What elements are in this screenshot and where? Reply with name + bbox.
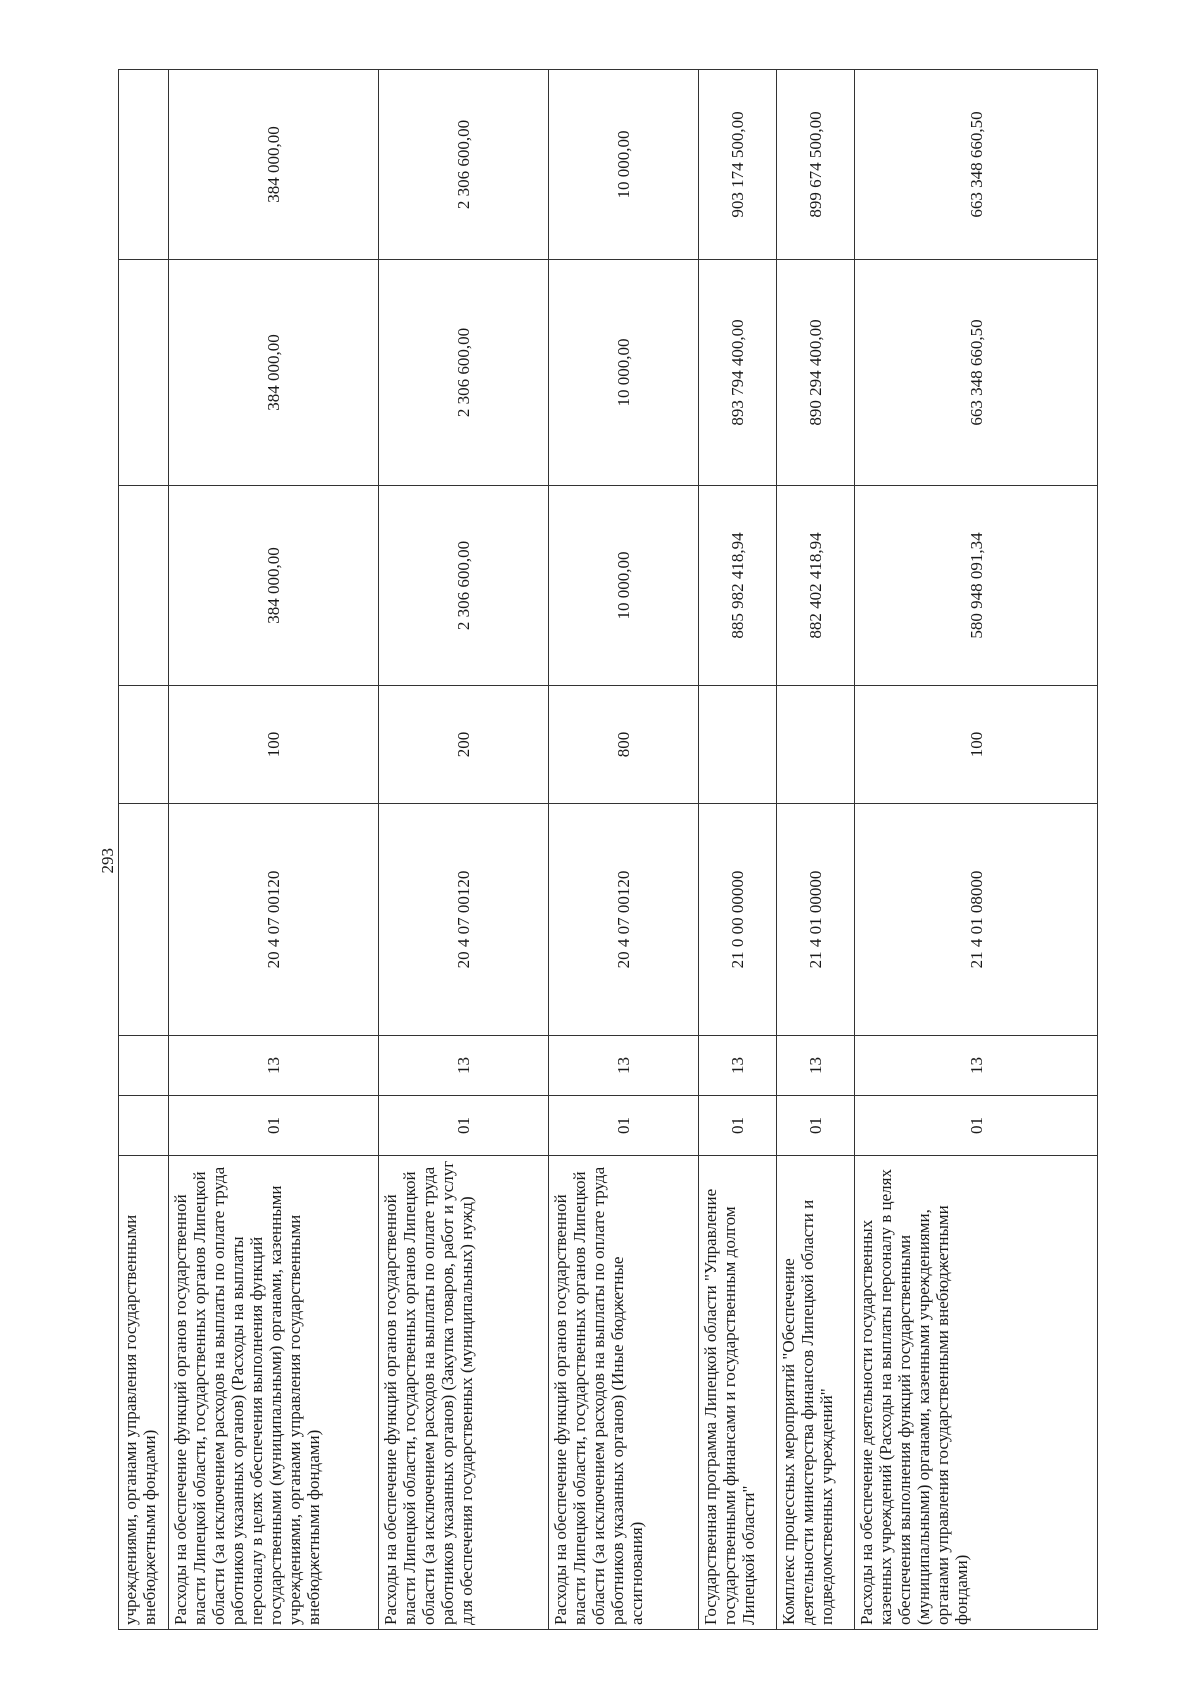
table-row [119, 70, 169, 1630]
row-year1: 2 306 600,00 [379, 486, 549, 686]
row-rz: 01 [379, 1096, 549, 1156]
row-pr: 13 [379, 1036, 549, 1096]
row-vr: 100 [855, 686, 1098, 804]
table-row [855, 70, 1098, 1630]
row-pr: 13 [855, 1036, 1098, 1096]
row-year2: 384 000,00 [169, 260, 379, 486]
row-year1: 882 402 418,94 [777, 486, 855, 686]
budget-table [118, 69, 1098, 1630]
table-row [169, 70, 379, 1630]
row-year1: 885 982 418,94 [699, 486, 777, 686]
row-vr [699, 686, 777, 804]
row-year1: 580 948 091,34 [855, 486, 1098, 686]
row-year3: 384 000,00 [169, 70, 379, 260]
row-year1 [119, 486, 169, 686]
row-rz: 01 [699, 1096, 777, 1156]
row-name: учреждениями, органами управления государственными внебюджетными фондами) [119, 1156, 169, 1630]
row-pr: 13 [549, 1036, 699, 1096]
row-year2 [119, 260, 169, 486]
table-row [777, 70, 855, 1630]
table-row [549, 70, 699, 1630]
row-year3: 10 000,00 [549, 70, 699, 260]
budget-table-container [118, 70, 1098, 1630]
row-year2: 890 294 400,00 [777, 260, 855, 486]
row-year3 [119, 70, 169, 260]
row-rz: 01 [169, 1096, 379, 1156]
row-year2: 2 306 600,00 [379, 260, 549, 486]
row-year3: 2 306 600,00 [379, 70, 549, 260]
row-csr: 21 4 01 00000 [777, 804, 855, 1036]
row-pr: 13 [699, 1036, 777, 1096]
table-row [699, 70, 777, 1630]
row-rz: 01 [777, 1096, 855, 1156]
row-year2: 10 000,00 [549, 260, 699, 486]
row-year3: 663 348 660,50 [855, 70, 1098, 260]
row-vr [119, 686, 169, 804]
row-pr: 13 [169, 1036, 379, 1096]
row-year3: 903 174 500,00 [699, 70, 777, 260]
row-pr [119, 1036, 169, 1096]
row-year1: 384 000,00 [169, 486, 379, 686]
row-csr: 20 4 07 00120 [379, 804, 549, 1036]
row-name: Расходы на обеспечение функций органов государственной власти Липецкой области, государственных органов Липецкой области (за исключением расходов на выплаты по оплате труда работников указанных органов) (Иные бюджетные ассигнования) [549, 1156, 699, 1630]
row-vr: 800 [549, 686, 699, 804]
row-rz: 01 [855, 1096, 1098, 1156]
row-name: Государственная программа Липецкой области "Управление государственными финансами и государственным долгом Липецкой области" [699, 1156, 777, 1630]
row-vr: 100 [169, 686, 379, 804]
row-rz: 01 [549, 1096, 699, 1156]
row-name: Расходы на обеспечение функций органов государственной власти Липецкой области, государственных органов Липецкой области (за исключением расходов на выплаты по оплате труда работников указанных органов) (Расходы на выплаты персоналу в целях обеспечения выполнения функций государственными (муниципальными) органами, казенными учреждениями, органами управления государственными внебюджетными фондами) [169, 1156, 379, 1630]
row-year1: 10 000,00 [549, 486, 699, 686]
row-rz [119, 1096, 169, 1156]
row-name: Комплекс процессных мероприятий "Обеспечение деятельности министерства финансов Липецкой области и подведомственных учреждений" [777, 1156, 855, 1630]
table-row [379, 70, 549, 1630]
row-year3: 899 674 500,00 [777, 70, 855, 260]
row-csr [119, 804, 169, 1036]
row-vr [777, 686, 855, 804]
row-name: Расходы на обеспечение деятельности государственных казенных учреждений (Расходы на выплаты персоналу в целях обеспечения выполнения функций государственными (муниципальными) органами, казенными учреждениями, органами управления государственными внебюджетными фондами) [855, 1156, 1098, 1630]
row-csr: 21 0 00 00000 [699, 804, 777, 1036]
row-csr: 20 4 07 00120 [169, 804, 379, 1036]
row-year2: 893 794 400,00 [699, 260, 777, 486]
row-csr: 20 4 07 00120 [549, 804, 699, 1036]
row-pr: 13 [777, 1036, 855, 1096]
page-number: 293 [98, 848, 117, 874]
row-name: Расходы на обеспечение функций органов государственной власти Липецкой области, государственных органов Липецкой области (за исключением расходов на выплаты по оплате труда работников указанных органов) (Закупка товаров, работ и услуг для обеспечения государственных (муниципальных) нужд) [379, 1156, 549, 1630]
row-csr: 21 4 01 08000 [855, 804, 1098, 1036]
row-vr: 200 [379, 686, 549, 804]
row-year2: 663 348 660,50 [855, 260, 1098, 486]
